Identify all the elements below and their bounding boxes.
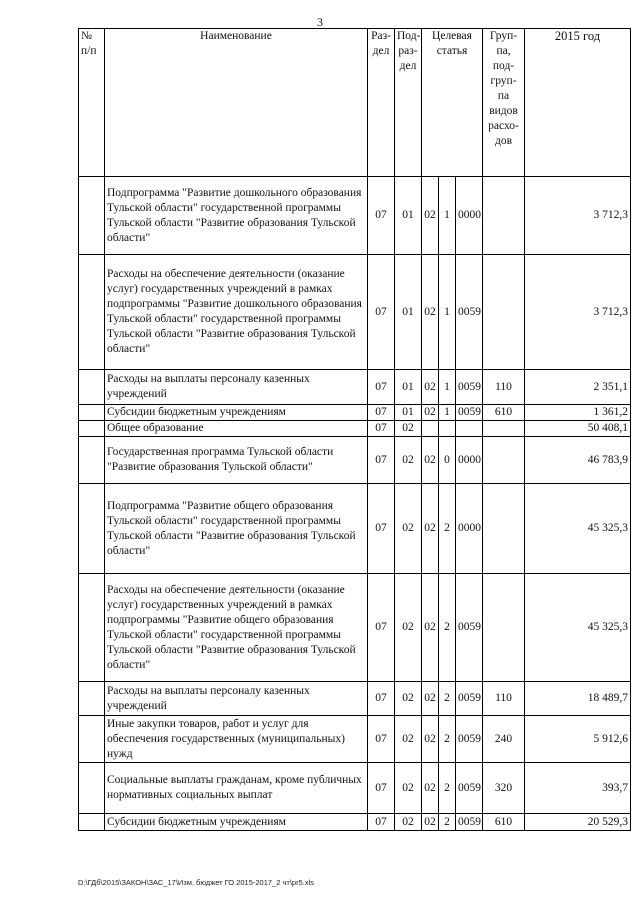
row-podrazdel-cell: 02 [395, 763, 422, 814]
row-cs3-cell: 0000 [456, 177, 483, 255]
row-name-cell: Иные закупки товаров, работ и услуг для обеспечения государственных (муниципальных) нужд [105, 716, 368, 763]
row-razdel-cell: 07 [368, 682, 395, 716]
table-row [79, 421, 631, 437]
row-cs1-cell: 02 [422, 763, 439, 814]
row-cs3-cell: 0000 [456, 437, 483, 484]
row-cs2-cell: 2 [439, 716, 456, 763]
row-num-cell [79, 177, 105, 255]
row-num-cell [79, 814, 105, 831]
row-name-cell: Расходы на обеспечение деятельности (оказание услуг) государственных учреждений в рамках подпрограммы "Развитие общего образования Тульской области" государственной программы Тульской области "Развитие образования Тульской области" [105, 574, 368, 682]
row-num-cell [79, 405, 105, 421]
row-amount-cell: 18 489,7 [525, 682, 631, 716]
table-row [79, 682, 631, 716]
row-vr-cell: 110 [483, 682, 525, 716]
table-row [79, 177, 631, 255]
row-podrazdel-cell: 02 [395, 682, 422, 716]
row-vr-cell: 320 [483, 763, 525, 814]
row-amount-cell: 1 361,2 [525, 405, 631, 421]
row-razdel-cell: 07 [368, 574, 395, 682]
table-row [79, 255, 631, 370]
row-cs3-cell: 0059 [456, 255, 483, 370]
col-header-year: 2015 год [525, 29, 631, 177]
row-razdel-cell: 07 [368, 255, 395, 370]
row-cs1-cell: 02 [422, 574, 439, 682]
row-vr-cell [483, 421, 525, 437]
col-header-num: № п/п [79, 29, 105, 177]
row-cs1-cell: 02 [422, 255, 439, 370]
row-amount-cell: 46 783,9 [525, 437, 631, 484]
row-cs1-cell: 02 [422, 484, 439, 574]
row-name-cell: Государственная программа Тульской области "Развитие образования Тульской области" [105, 437, 368, 484]
row-num-cell [79, 437, 105, 484]
row-cs1-cell: 02 [422, 437, 439, 484]
row-vr-cell: 110 [483, 370, 525, 405]
row-cs1-cell: 02 [422, 716, 439, 763]
row-name-cell: Субсидии бюджетным учреждениям [105, 405, 368, 421]
row-vr-cell [483, 255, 525, 370]
row-cs1-cell: 02 [422, 405, 439, 421]
row-podrazdel-cell: 02 [395, 437, 422, 484]
table-row [79, 405, 631, 421]
col-header-celevaya: Целевая статья [422, 29, 483, 177]
row-cs3-cell: 0059 [456, 574, 483, 682]
row-cs3-cell: 0059 [456, 370, 483, 405]
row-amount-cell: 45 325,3 [525, 484, 631, 574]
col-header-gruppa: Груп-па, под-груп-па видов расхо-дов [483, 29, 525, 177]
row-cs2-cell [439, 421, 456, 437]
row-amount-cell: 20 529,3 [525, 814, 631, 831]
row-num-cell [79, 763, 105, 814]
row-cs3-cell: 0059 [456, 405, 483, 421]
row-cs2-cell: 1 [439, 177, 456, 255]
row-podrazdel-cell: 01 [395, 405, 422, 421]
row-cs3-cell: 0059 [456, 763, 483, 814]
row-num-cell [79, 484, 105, 574]
row-podrazdel-cell: 02 [395, 484, 422, 574]
row-name-cell: Социальные выплаты гражданам, кроме публичных нормативных социальных выплат [105, 763, 368, 814]
row-cs2-cell: 2 [439, 484, 456, 574]
row-amount-cell: 2 351,1 [525, 370, 631, 405]
row-num-cell [79, 716, 105, 763]
page-number: 3 [317, 15, 323, 29]
row-razdel-cell: 07 [368, 437, 395, 484]
row-amount-cell: 50 408,1 [525, 421, 631, 437]
row-razdel-cell: 07 [368, 716, 395, 763]
row-cs2-cell: 2 [439, 682, 456, 716]
row-cs3-cell: 0000 [456, 484, 483, 574]
row-razdel-cell: 07 [368, 370, 395, 405]
row-razdel-cell: 07 [368, 763, 395, 814]
row-razdel-cell: 07 [368, 405, 395, 421]
row-cs2-cell: 2 [439, 814, 456, 831]
row-razdel-cell: 07 [368, 814, 395, 831]
row-num-cell [79, 682, 105, 716]
row-razdel-cell: 07 [368, 484, 395, 574]
row-cs1-cell: 02 [422, 177, 439, 255]
row-podrazdel-cell: 02 [395, 421, 422, 437]
row-cs1-cell: 02 [422, 682, 439, 716]
row-name-cell: Расходы на выплаты персоналу казенных учреждений [105, 682, 368, 716]
table-row [79, 370, 631, 405]
row-num-cell [79, 574, 105, 682]
row-podrazdel-cell: 01 [395, 177, 422, 255]
row-cs3-cell [456, 421, 483, 437]
row-cs3-cell: 0059 [456, 716, 483, 763]
row-amount-cell: 3 712,3 [525, 255, 631, 370]
row-razdel-cell: 07 [368, 421, 395, 437]
row-cs3-cell: 0059 [456, 682, 483, 716]
row-cs2-cell: 2 [439, 574, 456, 682]
budget-table [78, 28, 631, 831]
row-cs1-cell [422, 421, 439, 437]
row-name-cell: Подпрограмма "Развитие дошкольного образования Тульской области" государственной программы Тульской области "Развитие образования Тульской области" [105, 177, 368, 255]
table-row [79, 716, 631, 763]
row-podrazdel-cell: 01 [395, 255, 422, 370]
row-num-cell [79, 255, 105, 370]
row-vr-cell [483, 437, 525, 484]
row-amount-cell: 393,7 [525, 763, 631, 814]
row-cs2-cell: 2 [439, 763, 456, 814]
row-amount-cell: 3 712,3 [525, 177, 631, 255]
row-vr-cell: 610 [483, 405, 525, 421]
row-cs1-cell: 02 [422, 814, 439, 831]
row-name-cell: Подпрограмма "Развитие общего образования Тульской области" государственной программы Тульской области "Развитие образования Тульской области" [105, 484, 368, 574]
row-vr-cell [483, 484, 525, 574]
row-name-cell: Расходы на выплаты персоналу казенных учреждений [105, 370, 368, 405]
row-podrazdel-cell: 02 [395, 716, 422, 763]
row-podrazdel-cell: 02 [395, 574, 422, 682]
table-body [79, 177, 631, 831]
table-row [79, 437, 631, 484]
header-row [79, 29, 631, 177]
table-row [79, 763, 631, 814]
table-row [79, 484, 631, 574]
row-num-cell [79, 370, 105, 405]
row-cs2-cell: 1 [439, 255, 456, 370]
row-vr-cell [483, 574, 525, 682]
row-name-cell: Субсидии бюджетным учреждениям [105, 814, 368, 831]
row-vr-cell [483, 177, 525, 255]
row-vr-cell: 610 [483, 814, 525, 831]
row-name-cell: Расходы на обеспечение деятельности (оказание услуг) государственных учреждений в рамках подпрограммы "Развитие дошкольного образования Тульской области" государственной программы Тульской области "Развитие образования Тульской области" [105, 255, 368, 370]
table-row [79, 574, 631, 682]
row-name-cell: Общее образование [105, 421, 368, 437]
row-vr-cell: 240 [483, 716, 525, 763]
row-cs3-cell: 0059 [456, 814, 483, 831]
col-header-razdel: Раз-дел [368, 29, 395, 177]
row-amount-cell: 45 325,3 [525, 574, 631, 682]
col-header-name: Наименование [105, 29, 368, 177]
row-cs2-cell: 0 [439, 437, 456, 484]
col-header-podrazdel: Под-раз-дел [395, 29, 422, 177]
row-cs2-cell: 1 [439, 370, 456, 405]
file-path-footer: D:\ГДб\2015\ЗАКОН\ЗАС_17\Изм. бюджет ГО 2015-2017_2 чт\pr5.xls [78, 878, 315, 887]
table-row [79, 814, 631, 831]
row-cs1-cell: 02 [422, 370, 439, 405]
row-cs2-cell: 1 [439, 405, 456, 421]
row-amount-cell: 5 912,6 [525, 716, 631, 763]
row-podrazdel-cell: 01 [395, 370, 422, 405]
row-num-cell [79, 421, 105, 437]
row-podrazdel-cell: 02 [395, 814, 422, 831]
row-razdel-cell: 07 [368, 177, 395, 255]
